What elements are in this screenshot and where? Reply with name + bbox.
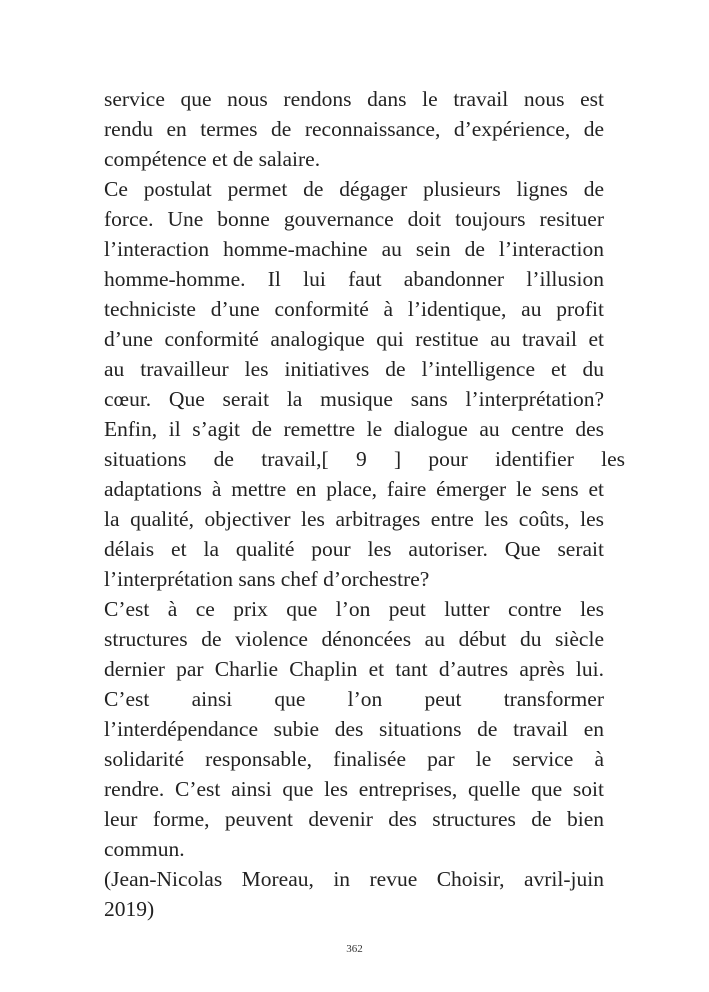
text-line: cœur. Que serait la musique sans l’interprétation? bbox=[104, 387, 604, 411]
text-line: délais et la qualité pour les autoriser. Que serait bbox=[104, 537, 604, 561]
text-line: structures de violence dénoncées au début du siècle bbox=[104, 627, 604, 651]
body-text bbox=[104, 84, 625, 924]
text-line: techniciste d’une conformité à l’identique, au profit bbox=[104, 297, 604, 321]
text-line: rendre. C’est ainsi que les entreprises, quelle que soit bbox=[104, 777, 604, 801]
text-line: force. Une bonne gouvernance doit toujours resituer bbox=[104, 207, 604, 231]
text-line: dernier par Charlie Chaplin et tant d’autres après lui. bbox=[104, 657, 604, 681]
text-line: commun. bbox=[104, 837, 185, 861]
citation-line: (Jean-Nicolas Moreau, in revue Choisir, avril-juin bbox=[104, 867, 604, 891]
text-line: service que nous rendons dans le travail nous est bbox=[104, 87, 604, 111]
text-line: au travailleur les initiatives de l’intelligence et du bbox=[104, 357, 604, 381]
text-line: C’est ainsi que l’on peut transformer bbox=[104, 687, 604, 711]
text-line: rendu en termes de reconnaissance, d’expérience, de bbox=[104, 117, 604, 141]
text-line: Enfin, il s’agit de remettre le dialogue au centre des bbox=[104, 417, 604, 441]
citation-line: 2019) bbox=[104, 897, 155, 921]
text-line: homme-homme. Il lui faut abandonner l’illusion bbox=[104, 267, 604, 291]
text-line: Ce postulat permet de dégager plusieurs lignes de bbox=[104, 177, 604, 201]
text-line: C’est à ce prix que l’on peut lutter contre les bbox=[104, 597, 604, 621]
text-line: d’une conformité analogique qui restitue au travail et bbox=[104, 327, 604, 351]
text-line: leur forme, peuvent devenir des structures de bien bbox=[104, 807, 604, 831]
text-line: l’interdépendance subie des situations de travail en bbox=[104, 717, 604, 741]
text-line: compétence et de salaire. bbox=[104, 147, 321, 171]
text-line: adaptations à mettre en place, faire émerger le sens et bbox=[104, 477, 604, 501]
text-line: la qualité, objectiver les arbitrages entre les coûts, les bbox=[104, 507, 604, 531]
text-line: solidarité responsable, finalisée par le service à bbox=[104, 747, 604, 771]
text-line: situations de travail,[ 9 ] pour identifier les bbox=[104, 447, 625, 471]
page-number: 362 bbox=[346, 943, 363, 955]
text-line: l’interaction homme-machine au sein de l’interaction bbox=[104, 237, 604, 261]
text-line: l’interprétation sans chef d’orchestre? bbox=[104, 567, 430, 591]
